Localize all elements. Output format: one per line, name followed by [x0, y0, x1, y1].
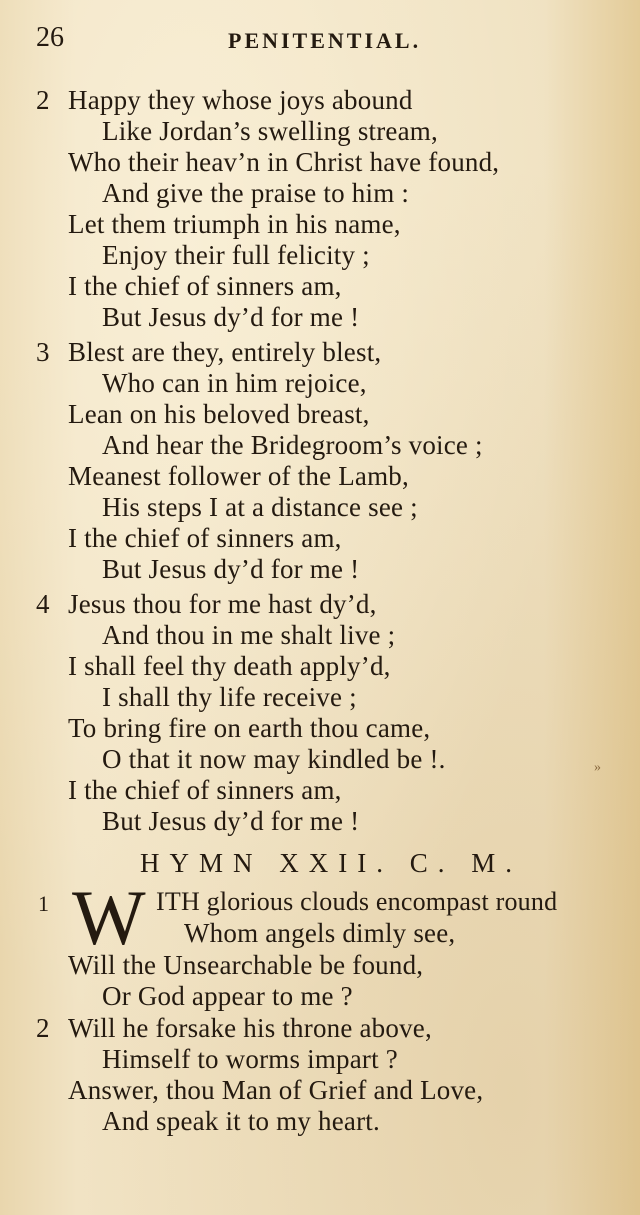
verse-number: 2: [36, 1013, 50, 1043]
verse-line: And thou in me shalt live ;: [102, 620, 396, 650]
verse-line: I the chief of sinners am,: [68, 775, 342, 805]
verse-number: 4: [36, 589, 50, 619]
verse-line: I the chief of sinners am,: [68, 523, 342, 553]
running-head: PENITENTIAL.: [228, 28, 422, 53]
verse-line: And give the praise to him :: [102, 178, 410, 208]
verse-line: Whom angels dimly see,: [184, 918, 456, 948]
verse-line: I shall thy life receive ;: [102, 682, 357, 712]
verse-line: Let them triumph in his name,: [68, 209, 401, 239]
verse-line: Like Jordan’s swelling stream,: [102, 116, 438, 146]
verse-line: Who can in him rejoice,: [102, 368, 367, 398]
verse-line: Will the Unsearchable be found,: [68, 950, 424, 980]
verse-number: 1: [38, 891, 49, 916]
verse-line: His steps I at a distance see ;: [102, 492, 418, 522]
verse-line: But Jesus dy’d for me !: [102, 806, 360, 836]
verse-line: Blest are they, entirely blest,: [68, 337, 382, 367]
page-number: 26: [36, 22, 64, 53]
verse-line: Enjoy their full felicity ;: [102, 240, 370, 270]
drop-cap: W: [72, 874, 146, 961]
verse-number: 2: [36, 85, 50, 115]
verse-line: Jesus thou for me hast dy’d,: [68, 589, 377, 619]
verse-line: ITH glorious clouds encompast round: [156, 887, 558, 916]
verse-line: Meanest follower of the Lamb,: [68, 461, 409, 491]
verse-line: Lean on his beloved breast,: [68, 399, 370, 429]
verse-line: I the chief of sinners am,: [68, 271, 342, 301]
verse-line: Himself to worms impart ?: [102, 1044, 398, 1074]
verse-line: Happy they whose joys abound: [68, 85, 413, 115]
page-header: [0, 22, 640, 62]
verse-line: Or God appear to me ?: [102, 981, 353, 1011]
verse-number: 3: [36, 337, 50, 367]
verse-line: And speak it to my heart.: [102, 1106, 380, 1136]
printer-ornament-icon: »: [594, 760, 601, 775]
verse-line: To bring fire on earth thou came,: [68, 713, 431, 743]
verse-line: Who their heav’n in Christ have found,: [68, 147, 500, 177]
verse-line: And hear the Bridegroom’s voice ;: [102, 430, 483, 460]
verse-line: But Jesus dy’d for me !: [102, 302, 360, 332]
hymn-title: HYMN XXII. C. M.: [140, 848, 522, 878]
verse-line: O that it now may kindled be !.: [102, 744, 446, 774]
verse-line: But Jesus dy’d for me !: [102, 554, 360, 584]
verse-line: Will he forsake his throne above,: [68, 1013, 432, 1043]
verse-line: Answer, thou Man of Grief and Love,: [68, 1075, 484, 1105]
verse-line: I shall feel thy death apply’d,: [68, 651, 391, 681]
